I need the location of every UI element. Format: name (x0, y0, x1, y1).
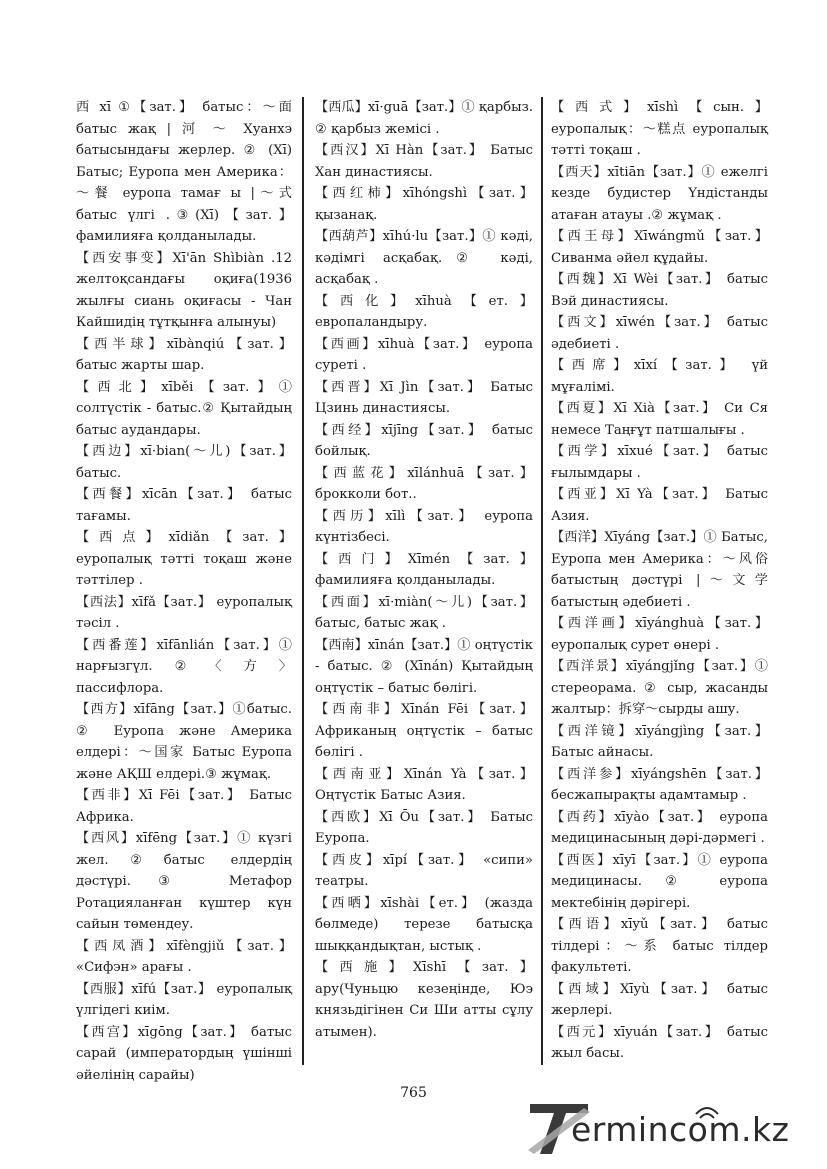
dictionary-entry: 【西方】xīfāng【зат.】①батыс. ② Еуропа және Америка елдері：～国家 Батыс Еуропа және АҚШ елдері.③ жұмақ. (76, 702, 292, 782)
dictionary-entry: 【西点】xīdiǎn【зат.】 еуропалық тәтті тоқаш және тәттілер . (76, 530, 292, 588)
dictionary-entry: 【西欧】Xī Ōu【зат.】 Батыс Еуропа. (315, 809, 533, 846)
dictionary-entry: 【西门】Xīmén【зат.】 фамилияға қолданылады. (315, 551, 533, 588)
dictionary-entry: 【西天】xītiān【зат.】① ежелгі кезде будистер Үндістанды атаған атауы .② жұмақ . (551, 164, 768, 223)
dictionary-entry: 【西画】xīhuà【зат.】 еуропа суреті . (315, 336, 533, 373)
dictionary-entry: 【西经】xījīng【зат.】 батыс бойлық. (315, 422, 533, 459)
dictionary-entry: 【西南亚】Xīnán Yà【зат.】 Оңтүстік Батыс Азия. (315, 766, 533, 803)
dictionary-entry: 【西葫芦】xīhú·lu【зат.】① кәді, кәдімгі асқабақ.② кәді, асқабақ . (315, 229, 533, 287)
dictionary-entry: 【西蓝花】xīlánhuā【зат.】 брокколи бот.. (315, 465, 533, 502)
dictionary-entry: 【西面】xī·miàn(～儿)【зат.】 батыс, батыс жақ . (315, 594, 533, 631)
dictionary-entry: 【西学】xīxué【зат.】 батыс ғылымдары . (551, 444, 768, 481)
dictionary-entry: 【西席】xīxí【зат.】 үй мұғалімі. (551, 358, 768, 395)
dictionary-entry: 【西非】Xī Fēi【зат.】 Батыс Африка. (76, 788, 292, 825)
dictionary-entry: 【西元】xīyuán【зат.】 батыс жыл басы. (551, 1024, 768, 1061)
column-1 (76, 97, 292, 1086)
dictionary-entry: 【西凤酒】xīfèngjiǔ【зат.】 «Сифэн» арағы . (76, 938, 292, 975)
dictionary-entry: 【西瓜】xī·guā【зат.】① қарбыз. ② қарбыз жемісі . (315, 100, 533, 137)
dictionary-entry: 【西洋参】xīyángshēn【зат.】 бесжапырақты адамтамыр . (551, 766, 768, 803)
dictionary-entry: 【西式】xīshì【сын.】 еуропалық：～糕点 еуропалық тәтті тоқаш . (551, 100, 768, 158)
column-divider (541, 97, 543, 1065)
dictionary-entry: 【西半球】xībànqiú【зат.】 батыс жарты шар. (76, 336, 292, 373)
dictionary-entry: 【西亚】Xī Yà【зат.】 Батыс Азия. (551, 487, 768, 524)
dictionary-entry: 【西番莲】xīfānlián【зат.】① нарғызгүл.②〈方〉 пассифлора. (76, 637, 292, 696)
dictionary-entry: 【西施】Xīshī【зат.】 ару(Чуньцю кезеңінде, Юэ князьдігінен Си Ши атты сұлу атымен). (315, 960, 533, 1040)
dictionary-entry: 【西洋】Xīyáng【зат.】① Батыс, Еуропа мен Америка：～风俗 батыстың дәстүрі |～文学 батыстың әдебиеті . (551, 530, 768, 610)
dictionary-entry: 【西宫】xīgōng【зат.】 батыс сарай (императордың үшінші әйелінің сарайы) (76, 1024, 292, 1083)
dictionary-entry: 【西红柿】xīhóngshì【зат.】 қызанақ. (315, 186, 533, 223)
dictionary-entry: 【西语】xīyǔ【зат.】 батыс тілдері：～系 батыс тілдер факультеті. (551, 917, 768, 975)
termincom-logo (524, 1098, 814, 1160)
dictionary-entry: 【西化】xīhuà【ет.】 европаландыру. (315, 293, 533, 330)
dictionary-entry: 【西域】Xīyù【зат.】 батыс жерлері. (551, 981, 768, 1018)
dictionary-entry: 【西北】xīběi【зат.】① солтүстік - батыс.② Қытайдың батыс аудандары. (76, 379, 292, 438)
dictionary-entry: 【西药】xīyào【зат.】 еуропа медицинасының дәрі-дәрмегі . (551, 809, 768, 846)
dictionary-entry: 【西晋】Xī Jìn【зат.】 Батыс Цзинь династиясы. (315, 379, 533, 416)
dictionary-entry: 【西南】xīnán【зат.】① оңтүстік - батыс. ② (Xīnán) Қытайдың оңтүстік – батыс бөлігі. (315, 637, 533, 696)
dictionary-entry: 西 xī ①【зат.】 батыс：～面 батыс жақ | 河 ～ Хуанхэ батысындағы жерлер. ② (Xī) Батыс; Еуропа мен Америка：～餐 еуропа тамағ ы |～式 батыс үлгі .③(Xī)【зат.】 фамилияға қолданылады. (76, 100, 292, 244)
dictionary-entry: 【西魏】Xī Wèi【зат.】 батыс Вэй династиясы. (551, 272, 768, 309)
logo-wordmark: ermincom.kz (571, 1110, 790, 1149)
dictionary-entry: 【西皮】xīpí【зат.】 «сипи» театры. (315, 852, 533, 889)
column-2 (315, 97, 533, 1043)
dictionary-entry: 【西法】xīfǎ【зат.】 еуропалық тәсіл . (76, 594, 292, 631)
dictionary-entry: 【西安事变】Xī'ān Shìbiàn .12 желтоқсандағы оқиға(1936 жылғы сиань оқиғасы - Чан Кайшидің тұтқынға алынуы) (76, 250, 292, 330)
dictionary-entry: 【西餐】xīcān【зат.】 батыс тағамы. (76, 487, 292, 524)
page-number: 765 (400, 1085, 427, 1101)
dictionary-entry: 【西洋画】xīyánghuà【зат.】 еуропалық сурет өнері . (551, 616, 768, 653)
dictionary-entry: 【西历】xīlì【зат.】 еуропа күнтізбесі. (315, 508, 533, 545)
column-divider (302, 97, 304, 1065)
dictionary-entry: 【西汉】Xī Hàn【зат.】 Батыс Хан династиясы. (315, 143, 533, 180)
dictionary-entry: 【西服】xīfú【зат.】 еуропалық үлгідегі киім. (76, 981, 292, 1018)
dictionary-entry: 【西晒】xīshài【ет.】 (жазда бөлмеде) терезе батысқа шыққандықтан, ыстық . (315, 895, 533, 954)
dictionary-entry: 【西夏】Xī Xià【зат.】 Си Ся немесе Таңғұт патшалығы . (551, 401, 768, 438)
dictionary-entry: 【西洋镜】xīyángjìng【зат.】 Батыс айнасы. (551, 723, 768, 760)
dictionary-entry: 【西王母】Xīwángmǔ【зат.】 Сиванма әйел құдайы. (551, 229, 768, 266)
dictionary-entry: 【西洋景】xīyángjǐng【зат.】① стереорама. ② сыр, жасанды жалтыр：拆穿～сырды ашу. (551, 659, 768, 717)
dictionary-entry: 【西医】xīyī【зат.】① еуропа медицинасы. ② еуропа мектебінің дәрігері. (551, 852, 768, 911)
dictionary-entry: 【西文】xīwén【зат.】 батыс әдебиеті . (551, 315, 768, 352)
dictionary-entry: 【西风】xīfēng【зат.】① күзгі жел.②батыс елдердің дәстүрі.③ Метафор Ротацияланған күштер күн сайын төмендеу. (76, 831, 292, 932)
column-3 (551, 97, 768, 1065)
dictionary-entry: 【西边】xī·bian(～儿)【зат.】 батыс. (76, 444, 292, 481)
dictionary-entry: 【西南非】Xīnán Fēi【зат.】 Африканың оңтүстік – батыс бөлігі . (315, 702, 533, 760)
